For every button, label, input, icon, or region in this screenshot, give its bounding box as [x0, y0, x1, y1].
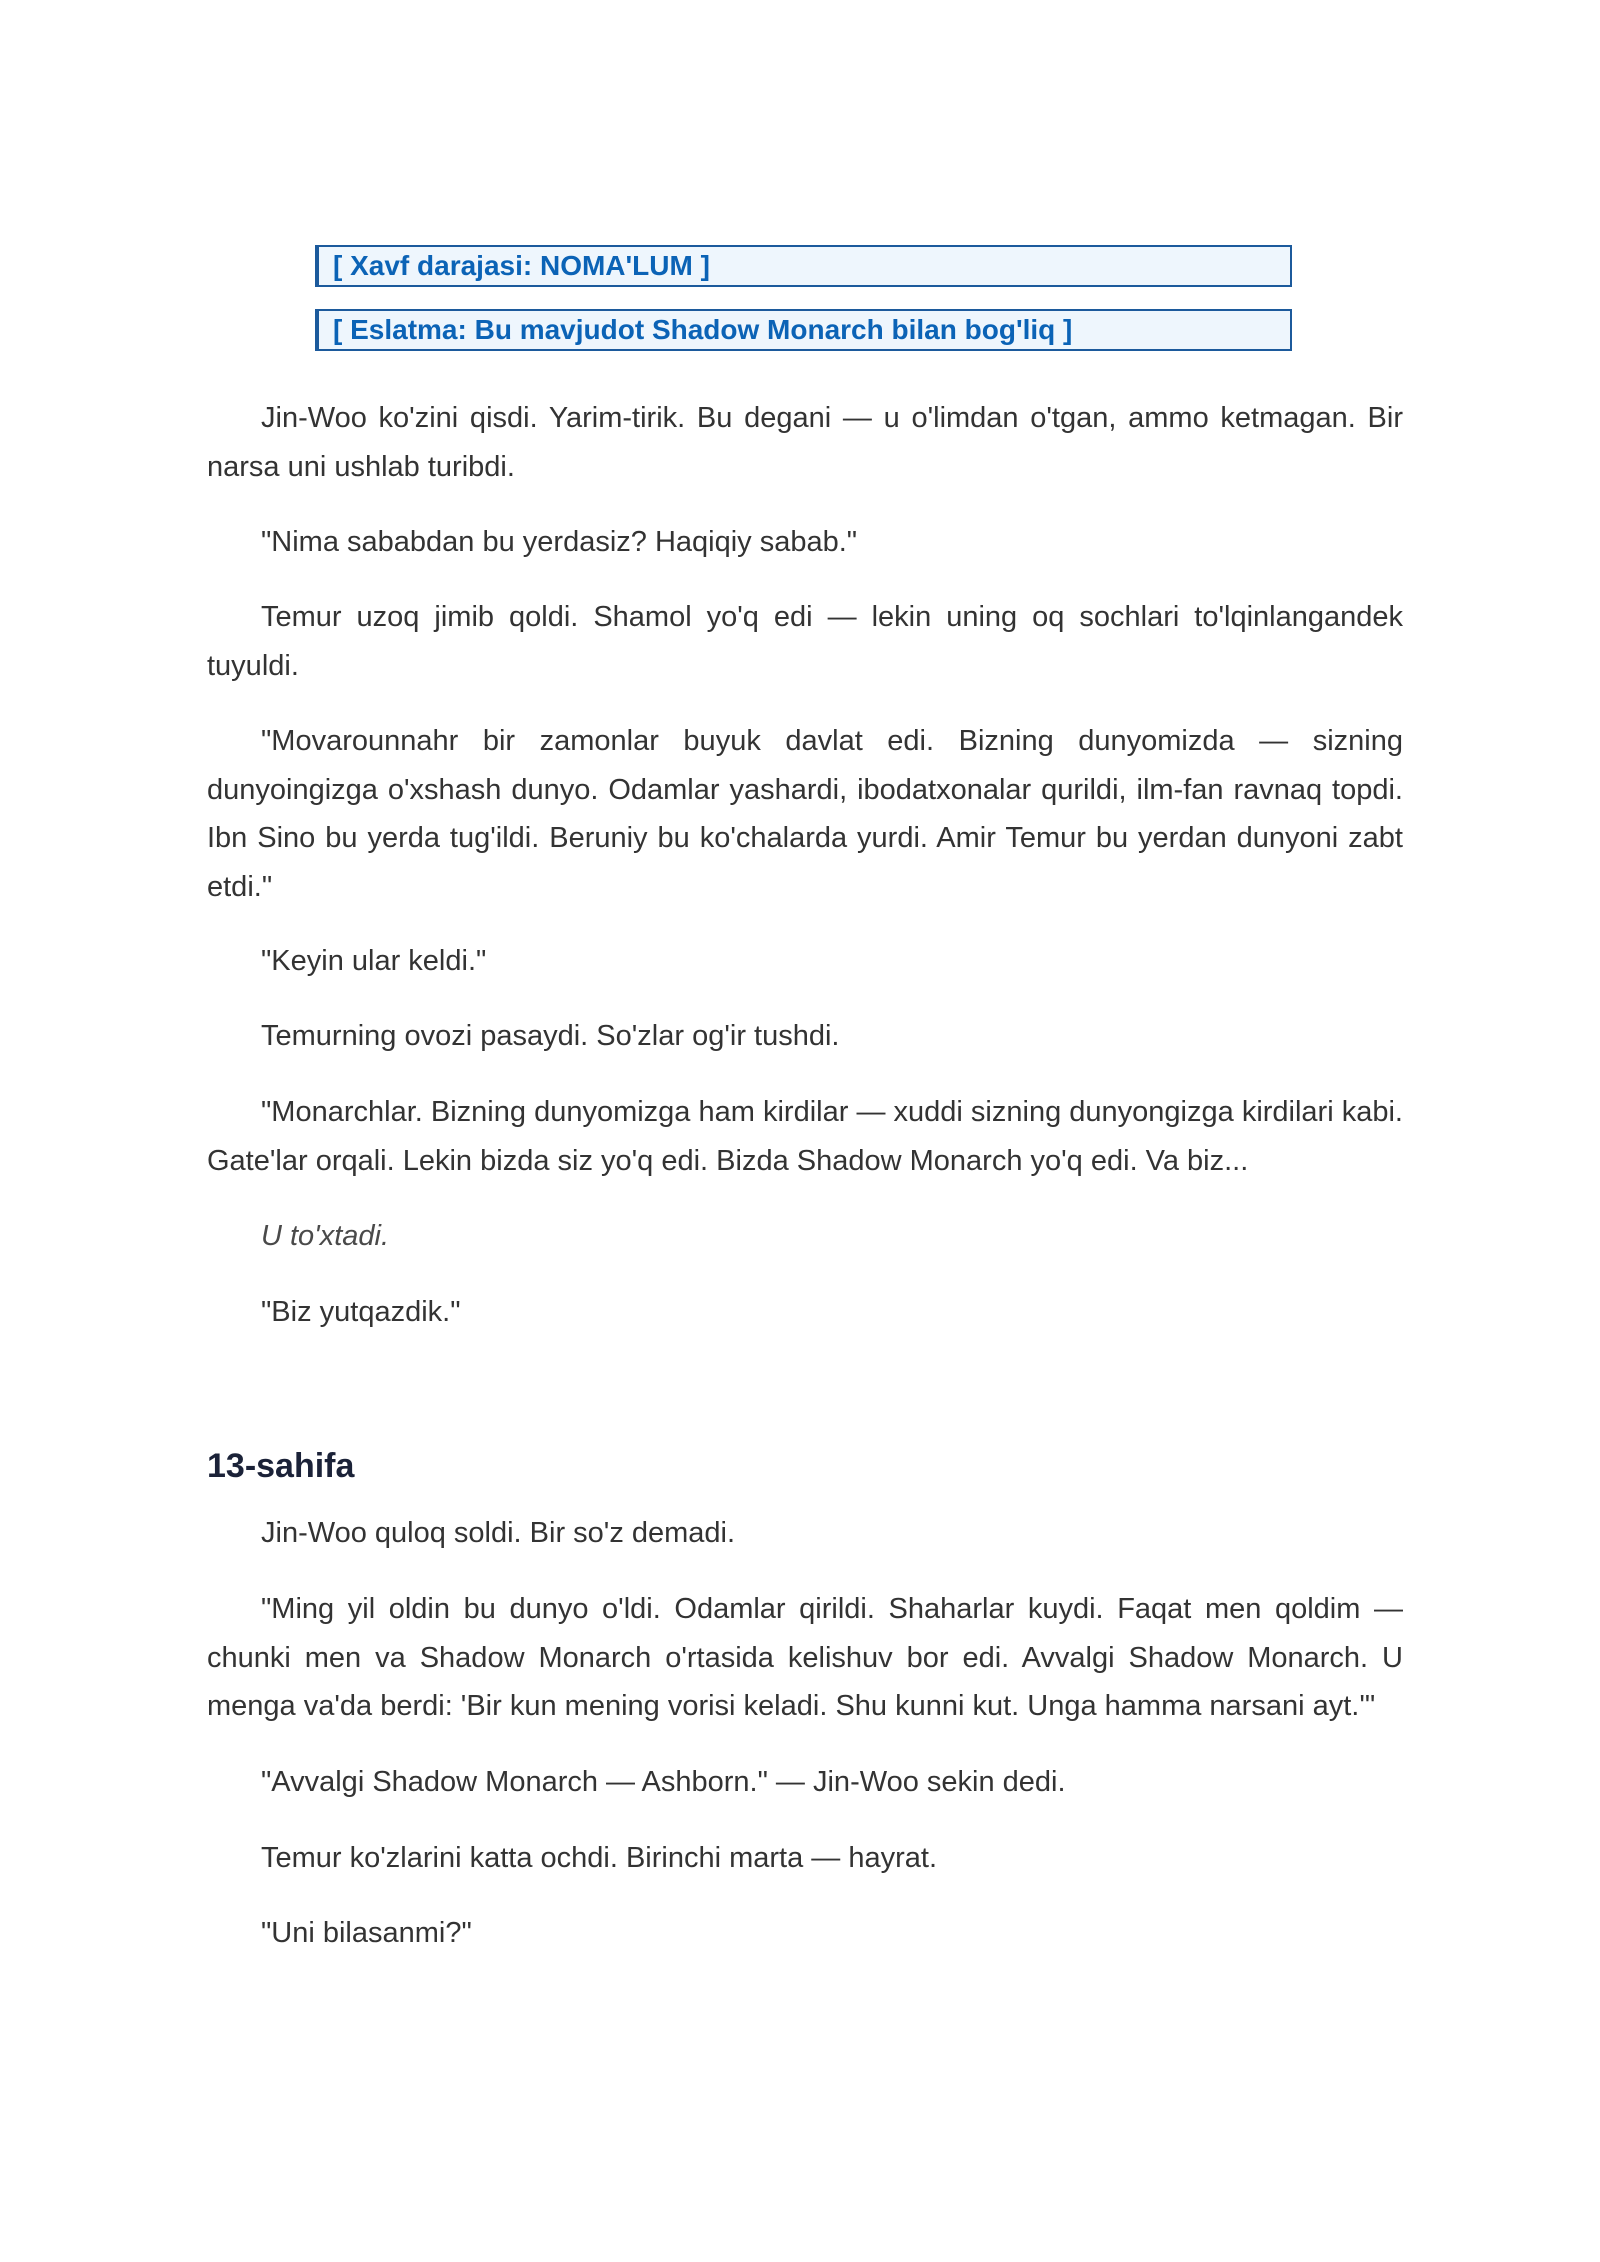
paragraph: "Keyin ular keldi." — [261, 945, 487, 977]
system-notice-danger-level: [ Xavf darajasi: NOMA'LUM ] — [315, 245, 1292, 287]
paragraph: Temur ko'zlarini katta ochdi. Birinchi marta — hayrat. — [261, 1842, 938, 1874]
paragraph: "Monarchlar. Bizning dunyomizga ham kirdilar — xuddi sizning dunyongizga kirdilari kabi. Gate'lar orqali. Lekin bizda siz yo'q edi. Bizda Shadow Monarch yo'q edi. Va biz... — [207, 1096, 1403, 1177]
paragraph: "Biz yutqazdik." — [261, 1296, 461, 1328]
section-heading: 13-sahifa — [207, 1447, 355, 1485]
paragraph-italic: U to'xtadi. — [261, 1220, 390, 1252]
paragraph: Jin-Woo quloq soldi. Bir so'z demadi. — [261, 1517, 736, 1549]
paragraph: "Movarounnahr bir zamonlar buyuk davlat edi. Bizning dunyomizda — sizning dunyoingizga o'xshash dunyo. Odamlar yashardi, ibodatxonalar qurildi, ilm-fan ravnaq topdi. Ibn Sino bu yerda tug'ildi. Beruniy bu ko'chalarda yurdi. Amir Temur bu yerdan dunyoni zabt etdi." — [207, 725, 1403, 903]
paragraph: Temurning ovozi pasaydi. So'zlar og'ir tushdi. — [261, 1020, 840, 1052]
paragraph: Temur uzoq jimib qoldi. Shamol yo'q edi — lekin uning oq sochlari to'lqinlangandek tuyuldi. — [207, 601, 1403, 682]
paragraph: "Ming yil oldin bu dunyo o'ldi. Odamlar qirildi. Shaharlar kuydi. Faqat men qoldim — chunki men va Shadow Monarch o'rtasida kelishuv bor edi. Avvalgi Shadow Monarch. U menga va'da berdi: 'Bir kun mening vorisi keladi. Shu kunni kut. Unga hamma narsani ayt.'" — [207, 1593, 1403, 1722]
system-notice-note: [ Eslatma: Bu mavjudot Shadow Monarch bilan bog'liq ] — [315, 309, 1292, 351]
paragraph: Jin-Woo ko'zini qisdi. Yarim-tirik. Bu degani — u o'limdan o'tgan, ammo ketmagan. Bir narsa uni ushlab turibdi. — [207, 402, 1403, 483]
paragraph: "Uni bilasanmi?" — [261, 1917, 472, 1949]
paragraph: "Avvalgi Shadow Monarch — Ashborn." — Jin-Woo sekin dedi. — [261, 1766, 1066, 1798]
paragraph: "Nima sababdan bu yerdasiz? Haqiqiy sabab." — [261, 526, 858, 558]
